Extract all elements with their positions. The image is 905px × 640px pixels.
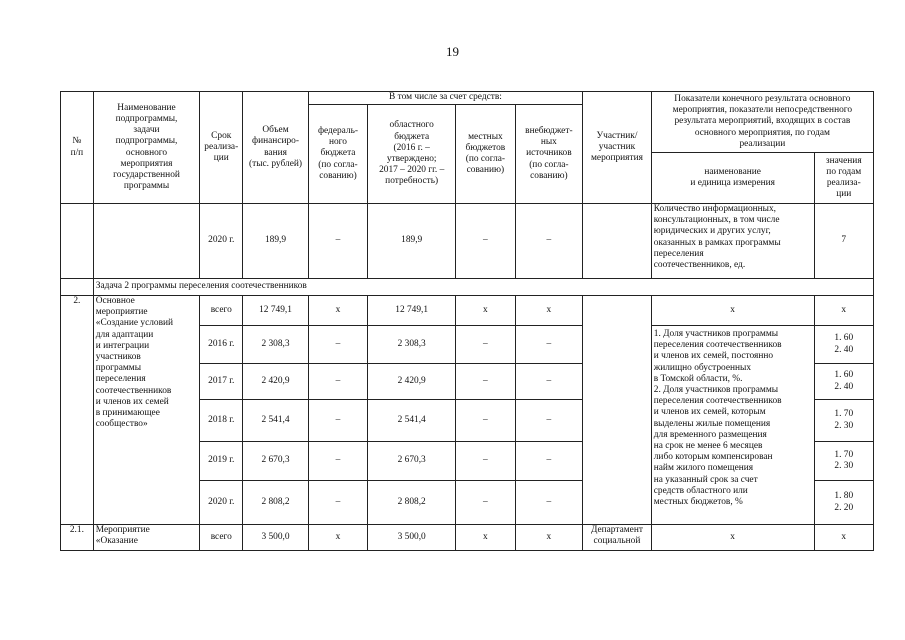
cell-term: 2019 г.	[200, 442, 243, 481]
cell-federal: х	[308, 525, 367, 551]
cell-regional: 2 670,3	[368, 442, 456, 481]
header-ind-name: наименование и единица измерения	[651, 153, 814, 204]
header-term: Срок реализа- ции	[200, 92, 243, 204]
cell-value: х	[814, 296, 873, 326]
header-num: № п/п	[61, 92, 94, 204]
item2-name: Основное мероприятие «Создание условий для адаптации и интеграции участников программы переселения соотечественников и членов их семей в принимающее сообщество»	[93, 296, 199, 525]
cell-regional: 12 749,1	[368, 296, 456, 326]
header-regional: областного бюджета (2016 г. – утверждено; 2017 – 2020 гг. – потребность)	[368, 105, 456, 204]
cell-indicator-total: х	[651, 525, 814, 551]
cell-federal: х	[308, 296, 367, 326]
cell-local: –	[456, 481, 515, 525]
item21-name: Мероприятие «Оказание	[93, 525, 199, 551]
cell-offbudget: –	[515, 400, 583, 442]
cell-value: 1. 70 2. 30	[814, 400, 873, 442]
cell-volume: 12 749,1	[243, 296, 309, 326]
cell-value: 1. 60 2. 40	[814, 326, 873, 364]
table-row-item2-total	[61, 296, 874, 326]
cell-value: 1. 80 2. 20	[814, 481, 873, 525]
header-volume: Объем финансиро- вания (тыс. рублей)	[243, 92, 309, 204]
cell-regional: 2 541,4	[368, 400, 456, 442]
task-row	[61, 279, 874, 296]
cell-local: –	[456, 364, 515, 400]
item2-indicator: 1. Доля участников программы переселения соотечественников и членов их семей, постоянно жилищно обустроенных в Томской области, %. 2. Доля участников программы переселения соотечественников и членов их семей, которым выделены жилые помещения для временного размещения на срок не менее 6 месяцев либо которым компенсирован найм жилого помещения на указанный срок за счет средств областного или местных бюджетов, %	[651, 326, 814, 525]
cell-regional: 2 808,2	[368, 481, 456, 525]
cell-indicator: Количество информационных, консультационных, в том числе юридических и других услуг, оказанных в рамках программы переселения соотечественников, ед.	[651, 204, 814, 279]
header-participant: Участник/ участник мероприятия	[583, 92, 652, 204]
header-offbudget: внебюджет- ных источников (по согла- сованию)	[515, 105, 583, 204]
item2-num: 2.	[61, 296, 94, 525]
cell-term: 2020 г.	[200, 204, 243, 279]
cell-local: –	[456, 326, 515, 364]
cell-regional: 189,9	[368, 204, 456, 279]
cell-volume: 2 420,9	[243, 364, 309, 400]
item21-num: 2.1.	[61, 525, 94, 551]
cell-regional: 2 420,9	[368, 364, 456, 400]
cell-term: всего	[200, 296, 243, 326]
cell-local: х	[456, 525, 515, 551]
cell-term: всего	[200, 525, 243, 551]
cell-federal: –	[308, 326, 367, 364]
table-row-2020-prev	[61, 204, 874, 279]
cell-volume: 2 308,3	[243, 326, 309, 364]
cell-local: х	[456, 296, 515, 326]
page-number: 19	[446, 44, 459, 59]
cell-federal: –	[308, 400, 367, 442]
cell-term: 2017 г.	[200, 364, 243, 400]
cell-federal: –	[308, 481, 367, 525]
cell-term: 2020 г.	[200, 481, 243, 525]
program-table	[60, 91, 874, 551]
item21-participant: Департамент социальной	[583, 525, 652, 551]
item2-participant	[583, 296, 652, 525]
cell-offbudget: –	[515, 364, 583, 400]
cell-volume: 189,9	[243, 204, 309, 279]
cell-federal: –	[308, 442, 367, 481]
cell-regional: 3 500,0	[368, 525, 456, 551]
cell-offbudget: –	[515, 204, 583, 279]
cell-offbudget: х	[515, 296, 583, 326]
cell-volume: 2 541,4	[243, 400, 309, 442]
cell-indicator-total: х	[651, 296, 814, 326]
cell-offbudget: –	[515, 442, 583, 481]
header-ind-values: значения по годам реализа- ции	[814, 153, 873, 204]
task-title: Задача 2 программы переселения соотечественников	[93, 279, 873, 296]
header-name: Наименование подпрограммы, задачи подпрограммы, основного мероприятия государственной программы	[93, 92, 199, 204]
cell-federal: –	[308, 204, 367, 279]
cell-volume: 2 808,2	[243, 481, 309, 525]
header-indicators-group: Показатели конечного результата основного мероприятия, показатели непосредственного результата мероприятий, входящих в состав основного мероприятия, по годам реализации	[651, 92, 873, 153]
cell-term: 2018 г.	[200, 400, 243, 442]
cell-local: –	[456, 400, 515, 442]
cell-federal: –	[308, 364, 367, 400]
cell-offbudget: –	[515, 481, 583, 525]
cell-offbudget: х	[515, 525, 583, 551]
cell-value: 1. 60 2. 40	[814, 364, 873, 400]
cell-term: 2016 г.	[200, 326, 243, 364]
table-row-item21-total	[61, 525, 874, 551]
header-local: местных бюджетов (по согла- сованию)	[456, 105, 515, 204]
header-federal: федераль- ного бюджета (по согла- сованию)	[308, 105, 367, 204]
cell-local: –	[456, 442, 515, 481]
cell-volume: 3 500,0	[243, 525, 309, 551]
cell-regional: 2 308,3	[368, 326, 456, 364]
cell-offbudget: –	[515, 326, 583, 364]
cell-value: 7	[814, 204, 873, 279]
cell-value: 1. 70 2. 30	[814, 442, 873, 481]
cell-value: х	[814, 525, 873, 551]
cell-volume: 2 670,3	[243, 442, 309, 481]
header-incl-group: В том числе за счет средств:	[308, 92, 582, 105]
header-row-1	[61, 92, 874, 105]
cell-local: –	[456, 204, 515, 279]
